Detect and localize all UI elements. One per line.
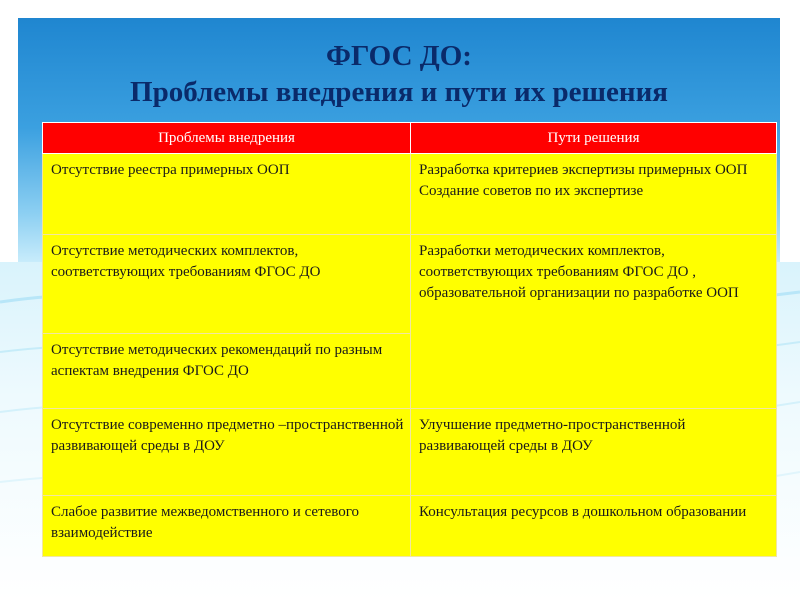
header-solutions: Пути решения bbox=[411, 123, 777, 154]
solution-cell bbox=[411, 154, 777, 235]
problem-cell: Отсутствие методических комплектов, соответствующих требованиям ФГОС ДО bbox=[43, 235, 411, 334]
problem-cell: Отсутствие реестра примерных ООП bbox=[43, 154, 411, 235]
problem-cell: Отсутствие методических рекомендаций по разным аспектам внедрения ФГОС ДО bbox=[43, 334, 411, 409]
table-header-row bbox=[43, 123, 777, 154]
solution-line: Разработка критериев экспертизы примерных ООП bbox=[419, 162, 748, 178]
problem-cell: Слабое развитие межведомственного и сетевого взаимодействие bbox=[43, 496, 411, 557]
problem-cell: Отсутствие современно предметно –пространственной развивающей среды в ДОУ bbox=[43, 409, 411, 496]
title-line-1: ФГОС ДО: bbox=[326, 40, 472, 72]
table-row bbox=[43, 235, 777, 334]
solution-cell: Улучшение предметно-пространственной развивающей среды в ДОУ bbox=[411, 409, 777, 496]
problems-solutions-table bbox=[42, 122, 777, 557]
table-row bbox=[43, 154, 777, 235]
title-line-2: Проблемы внедрения и пути их решения bbox=[130, 76, 668, 108]
solution-cell: Разработки методических комплектов, соответствующих требованиям ФГОС ДО , образовательной организации по разработке ООП bbox=[411, 235, 777, 409]
table-row bbox=[43, 409, 777, 496]
slide-title bbox=[18, 38, 780, 110]
table-row bbox=[43, 496, 777, 557]
header-problems: Проблемы внедрения bbox=[43, 123, 411, 154]
solution-cell: Консультация ресурсов в дошкольном образовании bbox=[411, 496, 777, 557]
solution-line: Создание советов по их экспертизе bbox=[419, 183, 644, 199]
